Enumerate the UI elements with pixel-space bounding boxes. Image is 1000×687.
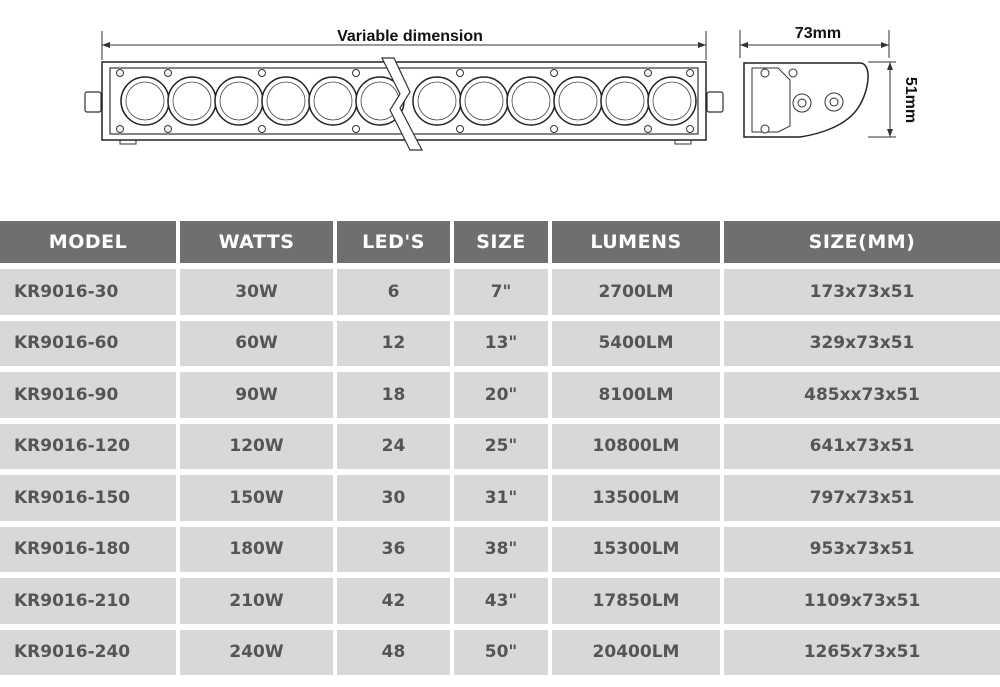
watts-cell: 150W [180,475,337,527]
model-cell: KR9016-240 [0,630,180,682]
leds-cell: 48 [337,630,454,682]
size-cell: 7" [454,269,552,321]
leds-cell: 12 [337,321,454,373]
table-row [0,630,1000,682]
leds-cell: 6 [337,269,454,321]
table-row [0,424,1000,476]
lumens-cell: 20400LM [552,630,724,682]
size-mm-cell: 1109x73x51 [724,578,1000,630]
light-bar-front-view [85,58,723,150]
table-row [0,578,1000,630]
model-cell: KR9016-210 [0,578,180,630]
size-mm-cell: 641x73x51 [724,424,1000,476]
technical-drawing [0,0,1000,200]
size-mm-cell: 797x73x51 [724,475,1000,527]
watts-cell: 210W [180,578,337,630]
watts-cell: 60W [180,321,337,373]
lumens-cell: 10800LM [552,424,724,476]
watts-cell: 90W [180,372,337,424]
leds-cell: 36 [337,527,454,579]
header-leds: LED'S [337,221,454,269]
table-row [0,527,1000,579]
lumens-cell: 8100LM [552,372,724,424]
model-cell: KR9016-150 [0,475,180,527]
table-row [0,269,1000,321]
lumens-cell: 13500LM [552,475,724,527]
table-row [0,475,1000,527]
size-cell: 38" [454,527,552,579]
spec-table [0,221,1000,681]
variable-dimension-label: Variable dimension [337,28,483,45]
watts-cell: 30W [180,269,337,321]
lumens-cell: 5400LM [552,321,724,373]
size-cell: 50" [454,630,552,682]
watts-cell: 240W [180,630,337,682]
table-header-row [0,221,1000,269]
table-row [0,321,1000,373]
header-size: SIZE [454,221,552,269]
lumens-cell: 2700LM [552,269,724,321]
size-mm-cell: 1265x73x51 [724,630,1000,682]
size-mm-cell: 485xx73x51 [724,372,1000,424]
model-cell: KR9016-30 [0,269,180,321]
size-cell: 13" [454,321,552,373]
leds-cell: 42 [337,578,454,630]
leds-cell: 18 [337,372,454,424]
table-row [0,372,1000,424]
light-bar-side-view [740,30,896,137]
model-cell: KR9016-60 [0,321,180,373]
width-dimension-label: 73mm [794,25,842,42]
leds-cell: 24 [337,424,454,476]
size-cell: 20" [454,372,552,424]
size-mm-cell: 173x73x51 [724,269,1000,321]
header-size-mm: SIZE(MM) [724,221,1000,269]
size-cell: 31" [454,475,552,527]
watts-cell: 120W [180,424,337,476]
leds-cell: 30 [337,475,454,527]
header-model: MODEL [0,221,180,269]
header-lumens: LUMENS [552,221,724,269]
header-watts: WATTS [180,221,337,269]
model-cell: KR9016-120 [0,424,180,476]
watts-cell: 180W [180,527,337,579]
lumens-cell: 15300LM [552,527,724,579]
size-cell: 25" [454,424,552,476]
size-mm-cell: 329x73x51 [724,321,1000,373]
lumens-cell: 17850LM [552,578,724,630]
size-cell: 43" [454,578,552,630]
model-cell: KR9016-180 [0,527,180,579]
model-cell: KR9016-90 [0,372,180,424]
size-mm-cell: 953x73x51 [724,527,1000,579]
height-dimension-label: 51mm [902,76,919,124]
